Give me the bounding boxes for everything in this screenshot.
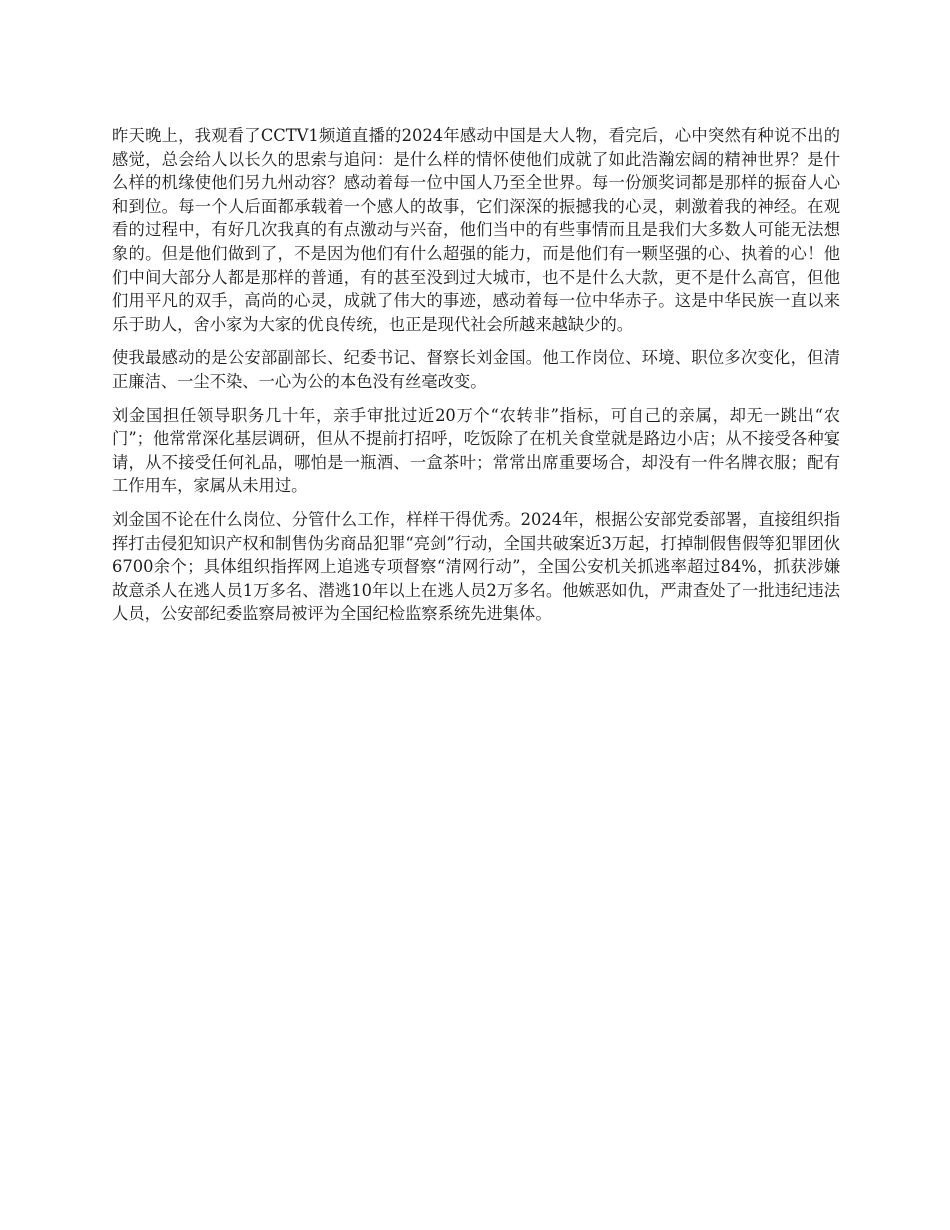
paragraph-achievements: 刘金国不论在什么岗位、分管什么工作，样样干得优秀。2024年，根据公安部党委部署，直接组织指挥打击侵犯知识产权和制售伪劣商品犯罪“亮剑”行动，全国共破案近3万起，打掉制假售假等犯罪团伙6700余个；具体组织指挥网上追逃专项督察“清网行动”，全国公安机关抓逃率超过84%，抓获涉嫌故意杀人在逃人员1万多名、潜逃10年以上在逃人员2万多名。他嫉恶如仇，严肃查处了一批违纪违法人员，公安部纪委监察局被评为全国纪检监察系统先进集体。 [112,509,840,624]
paragraph-most-moved: 使我最感动的是公安部副部长、纪委书记、督察长刘金国。他工作岗位、环境、职位多次变化，但清正廉洁、一尘不染、一心为公的本色没有丝毫改变。 [112,348,840,391]
paragraph-integrity: 刘金国担任领导职务几十年，亲手审批过近20万个“农转非”指标，可自己的亲属，却无一跳出“农门”；他常常深化基层调研，但从不提前打招呼，吃饭除了在机关食堂就是路边小店；从不接受各种宴请，从不接受任何礼品，哪怕是一瓶酒、一盒茶叶；常常出席重要场合，却没有一件名牌衣服；配有工作用车，家属从未用过。 [112,405,840,496]
document-body [112,124,840,636]
paragraph-intro: 昨天晚上，我观看了CCTV1频道直播的2024年感动中国是大人物，看完后，心中突然有种说不出的感觉，总会给人以长久的思索与追问：是什么样的情怀使他们成就了如此浩瀚宏阔的精神世界？是什么样的机缘使他们另九州动容？感动着每一位中国人乃至全世界。每一份颁奖词都是那样的振奋人心和到位。每一个人后面都承载着一个感人的故事，它们深深的振撼我的心灵，刺激着我的神经。在观看的过程中，有好几次我真的有点激动与兴奋，他们当中的有些事情而且是我们大多数人可能无法想象的。但是他们做到了，不是因为他们有什么超强的能力，而是他们有一颗坚强的心、执着的心！他们中间大部分人都是那样的普通，有的甚至没到过大城市，也不是什么大款，更不是什么高官，但他们用平凡的双手，高尚的心灵，成就了伟大的事迹，感动着每一位中华赤子。这是中华民族一直以来乐于助人，舍小家为大家的优良传统，也正是现代社会所越来越缺少的。 [112,126,840,334]
